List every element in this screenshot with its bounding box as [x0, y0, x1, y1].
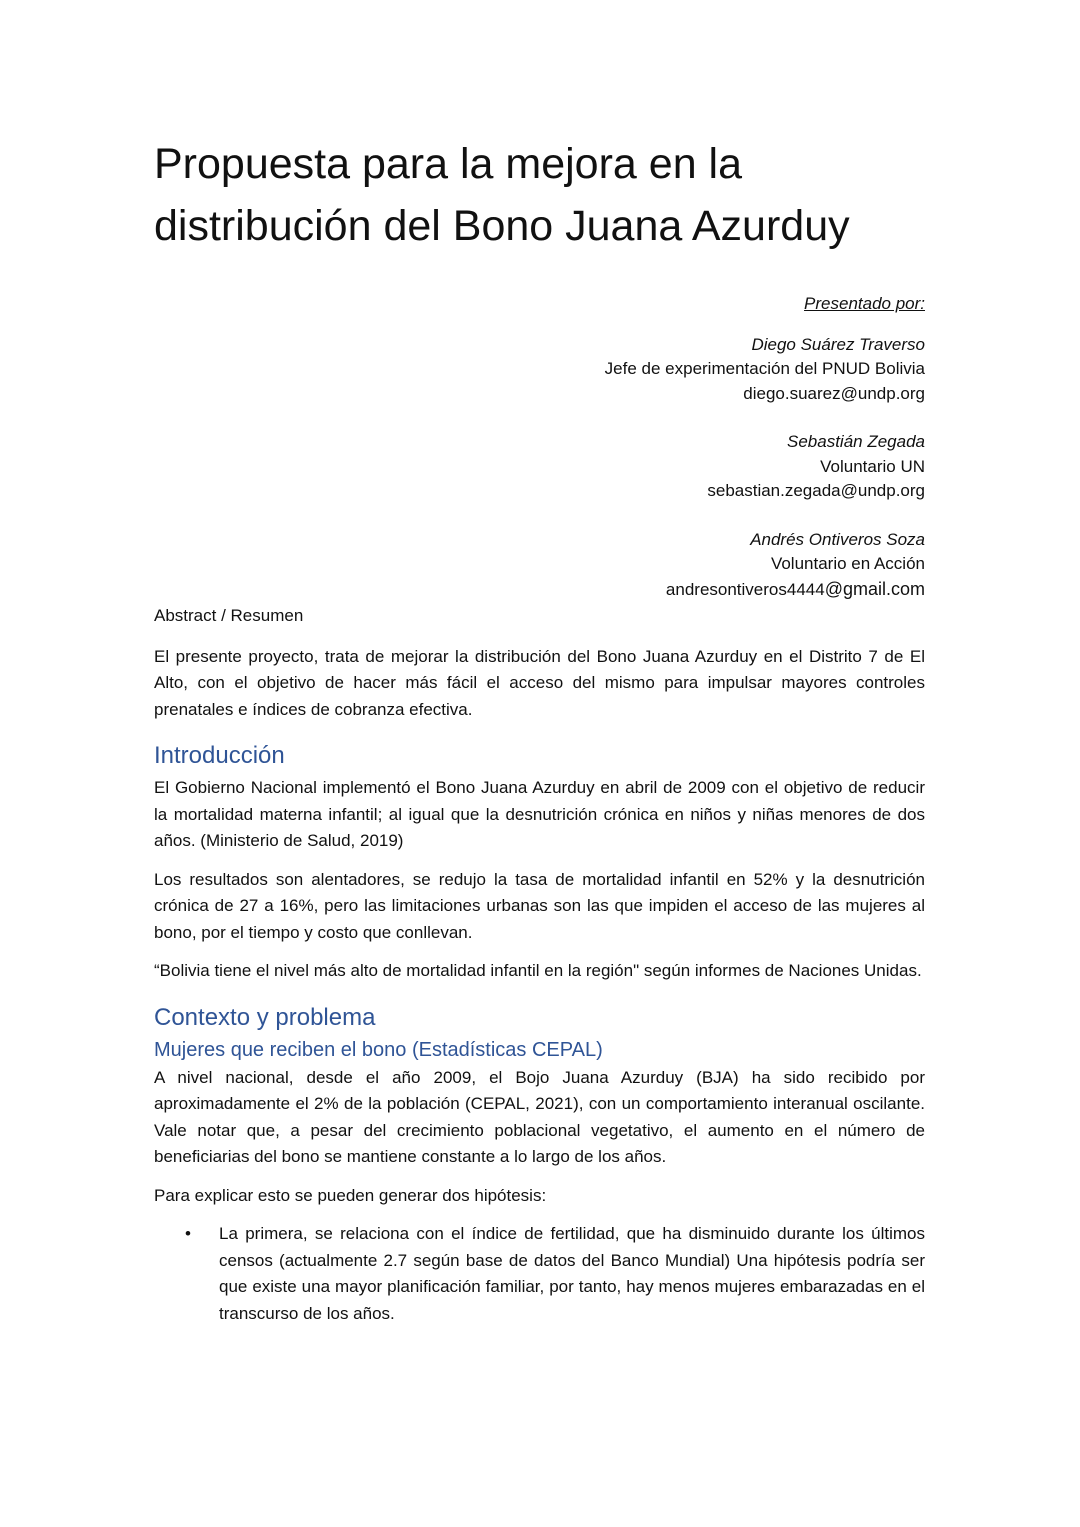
contexto-heading: Contexto y problema: [154, 1003, 376, 1031]
author-email-domain: @gmail.com: [824, 578, 925, 599]
author-role: Voluntario UN: [820, 456, 925, 476]
body-paragraph: El Gobierno Nacional implementó el Bono Juana Azurduy en abril de 2009 con el objetivo de reducir la mortalidad materna infantil; al igual que la desnutrición crónica en niños y niñas menores de dos años. (Ministerio de Salud, 2019): [154, 778, 925, 850]
introduccion-heading: Introducción: [154, 742, 285, 769]
document-title: Propuesta para la mejora en la distribución del Bono Juana Azurduy: [154, 140, 850, 250]
author-email: diego.suarez@undp.org: [743, 383, 925, 403]
contexto-subheading: Mujeres que reciben el bono (Estadísticas CEPAL): [154, 1038, 603, 1061]
bullet-icon: •: [185, 1224, 191, 1243]
author-name: Andrés Ontiveros Soza: [750, 529, 925, 549]
abstract-paragraph: El presente proyecto, trata de mejorar la distribución del Bono Juana Azurduy en el Distrito 7 de El Alto, con el objetivo de hacer más fácil el acceso del mismo para impulsar mayores controles prenatales e índices de cobranza efectiva.: [154, 646, 925, 719]
author-entry: [154, 430, 925, 504]
body-paragraph: A nivel nacional, desde el año 2009, el Bojo Juana Azurduy (BJA) ha sido recibido por aproximadamente el 2% de la población (CEPAL, 2021), con un comportamiento interanual oscilante. Vale notar que, a pesar del crecimiento poblacional vegetativo, el aumento en el número de beneficiarias del bono se mantiene constante a lo largo de los años.: [154, 1067, 925, 1166]
author-name: Sebastián Zegada: [787, 432, 925, 451]
body-paragraph: Los resultados son alentadores, se redujo la tasa de mortalidad infantil en 52% y la desnutrición crónica de 27 a 16%, pero las limitaciones urbanas son las que impiden el acceso de las mujeres al bono, por el tiempo y costo que conllevan.: [154, 869, 925, 942]
authors-block: [154, 292, 925, 602]
author-entry: [154, 333, 925, 407]
author-email: sebastian.zegada@undp.org: [707, 481, 925, 500]
presented-by-label: Presentado por:: [804, 294, 925, 313]
author-email-user: andresontiveros4444: [665, 579, 825, 599]
list-item: [154, 1221, 925, 1327]
body-paragraph: “Bolivia tiene el nivel más alto de mortalidad infantil en la región" según informes de Naciones Unidas.: [154, 961, 922, 980]
body-paragraph: Para explicar esto se pueden generar dos hipótesis:: [154, 1185, 547, 1205]
abstract-label: Abstract / Resumen: [154, 606, 304, 625]
author-entry: [154, 528, 925, 603]
author-role: Voluntario en Acción: [770, 554, 925, 573]
author-role: Jefe de experimentación del PNUD Bolivia: [604, 359, 925, 378]
author-email: [154, 577, 925, 603]
document-body: [154, 603, 925, 1327]
author-name: Diego Suárez Traverso: [751, 334, 925, 354]
hypothesis-list: [154, 1221, 925, 1327]
list-item-text: La primera, se relaciona con el índice de fertilidad, que ha disminuido durante los últimos censos (actualmente 2.7 según base de datos del Banco Mundial) Una hipótesis podría ser que existe una mayor planificación familiar, por tanto, hay menos mujeres embarazadas en el transcurso de los años.: [219, 1224, 925, 1323]
